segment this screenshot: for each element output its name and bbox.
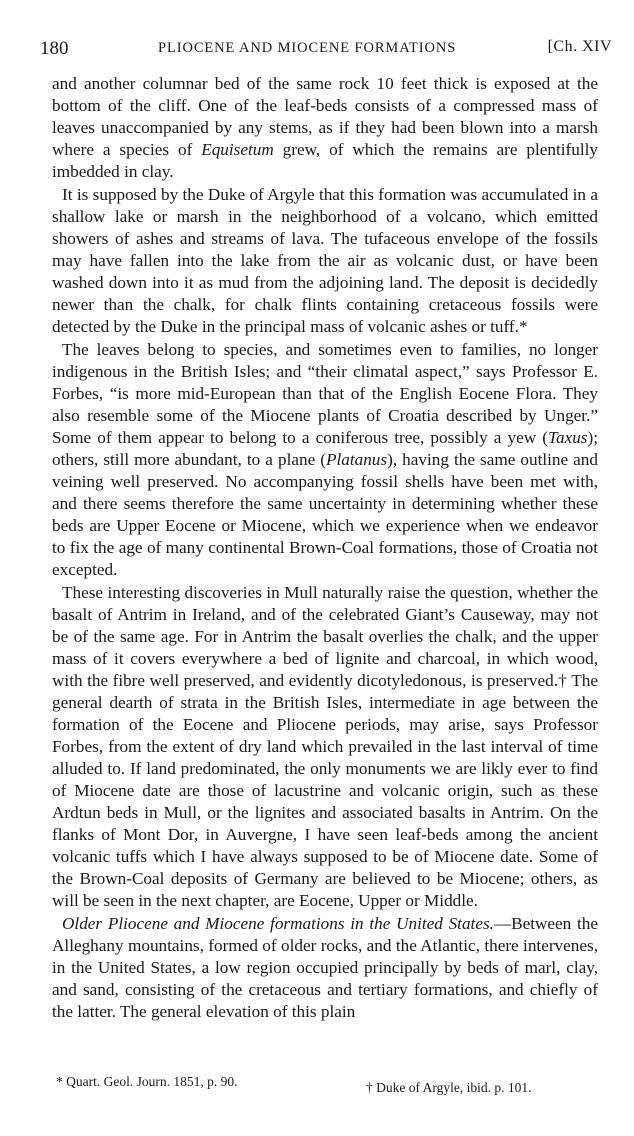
footnotes: [56, 1074, 596, 1096]
paragraph-4-text: These interesting discoveries in Mull naturally raise the question, whether the basalt of Antrim in Ireland, and of the celebrated Giant’s Causeway, may not be of the same age. For in Antrim the basalt overlies the chalk, and the upper mass of it covers everywhere a bed of lignite and charcoal, in which wood, with the fibre well preserved, and evidently dicotyledonous, is preserved.† The general dearth of strata in the British Isles, intermediate in age between the formation of the Eocene and Pliocene periods, may arise, says Professor Forbes, from the extent of dry land which prevailed in the last interval of time alluded to. If land predominated, the only monuments we are likly ever to find of Miocene date are those of lacustrine and volcanic origin, such as these Ardtun beds in Mull, or the lignites and associated basalts in Antrim. On the flanks of Mont Dor, in Auvergne, I have seen leaf-beds among the ancient volcanic tuffs which I have always supposed to be of Miocene date. Some of the Brown-Coal deposits of Germany are believed to be Miocene; others, as will be seen in the next chapter, are Eocene, Upper or Middle.: [52, 583, 598, 910]
body-text: [52, 73, 598, 1023]
running-title: PLIOCENE AND MIOCENE FORMATIONS: [158, 40, 457, 56]
paragraph-2-text: It is supposed by the Duke of Argyle that this formation was accumulated in a shallow lake or marsh in the neighborhood of a volcano, which emitted showers of ashes and streams of lava. The tufaceous envelope of the fossils may have fallen into the lake from the air as volcanic dust, or have been washed down into it as mud from the adjoining land. The deposit is decidedly newer than the chalk, for chalk flints containing cretaceous fossils were detected by the Duke in the principal mass of volcanic ashes or tuff.*: [52, 185, 598, 336]
chapter-reference: [Ch. XIV: [547, 38, 612, 55]
paragraph-1-after: grew, of which the remains are plentifully imbedded in clay.: [52, 140, 598, 181]
paragraph-3-part-3: ), having the same outline and veining well preserved. No accompanying fossil shells have been met with, and there seems therefore the same uncertainty in determining whether these beds are Upper Eocene or Miocene, which we experience when we endeavor to fix the age of many continental Brown-Coal formations, those of Croatia not excepted.: [52, 450, 598, 579]
paragraph-1-italic: Equisetum: [201, 140, 274, 159]
paragraph-3: [52, 339, 598, 581]
paragraph-1-text: and another columnar bed of the same rock 10 feet thick is exposed at the bottom of the cliff. One of the leaf-beds consists of a compressed mass of leaves unaccompanied by any stems, as if they had been blown into a marsh where a species of: [52, 74, 598, 159]
section-heading-italic: Older Pliocene and Miocene formations in the United States.: [62, 914, 494, 933]
paragraph-3-italic-taxus: Taxus: [548, 428, 588, 447]
paragraph-2: [52, 184, 598, 338]
paragraph-1: [52, 73, 598, 183]
footnote-1: * Quart. Geol. Journ. 1851, p. 90.: [56, 1074, 238, 1089]
paragraph-3-part-1: The leaves belong to species, and sometimes even to families, no longer indigenous in the British Isles; and “their climatal aspect,” says Professor E. Forbes, “is more mid-European than that of the English Eocene Flora. They also resemble some of the Miocene plants of Croatia described by Unger.” Some of them appear to belong to a coniferous tree, possibly a yew (: [52, 340, 598, 447]
paragraph-5-text: —Between the Alleghany mountains, formed of older rocks, and the Atlantic, there intervenes, in the United States, a low region occupied principally by beds of marl, clay, and sand, consisting of the cretaceous and tertiary formations, and chiefly of the latter. The general elevation of this plain: [52, 914, 598, 1021]
paragraph-4: [52, 582, 598, 912]
page-number: 180: [40, 38, 69, 59]
paragraph-3-part-2: ); others, still more abundant, to a plane (: [52, 428, 598, 469]
paragraph-5: [52, 913, 598, 1023]
running-head: [40, 38, 612, 62]
footnote-2: † Duke of Argyle, ibid. p. 101.: [366, 1080, 532, 1095]
paragraph-3-italic-platanus: Platanus: [325, 450, 388, 469]
